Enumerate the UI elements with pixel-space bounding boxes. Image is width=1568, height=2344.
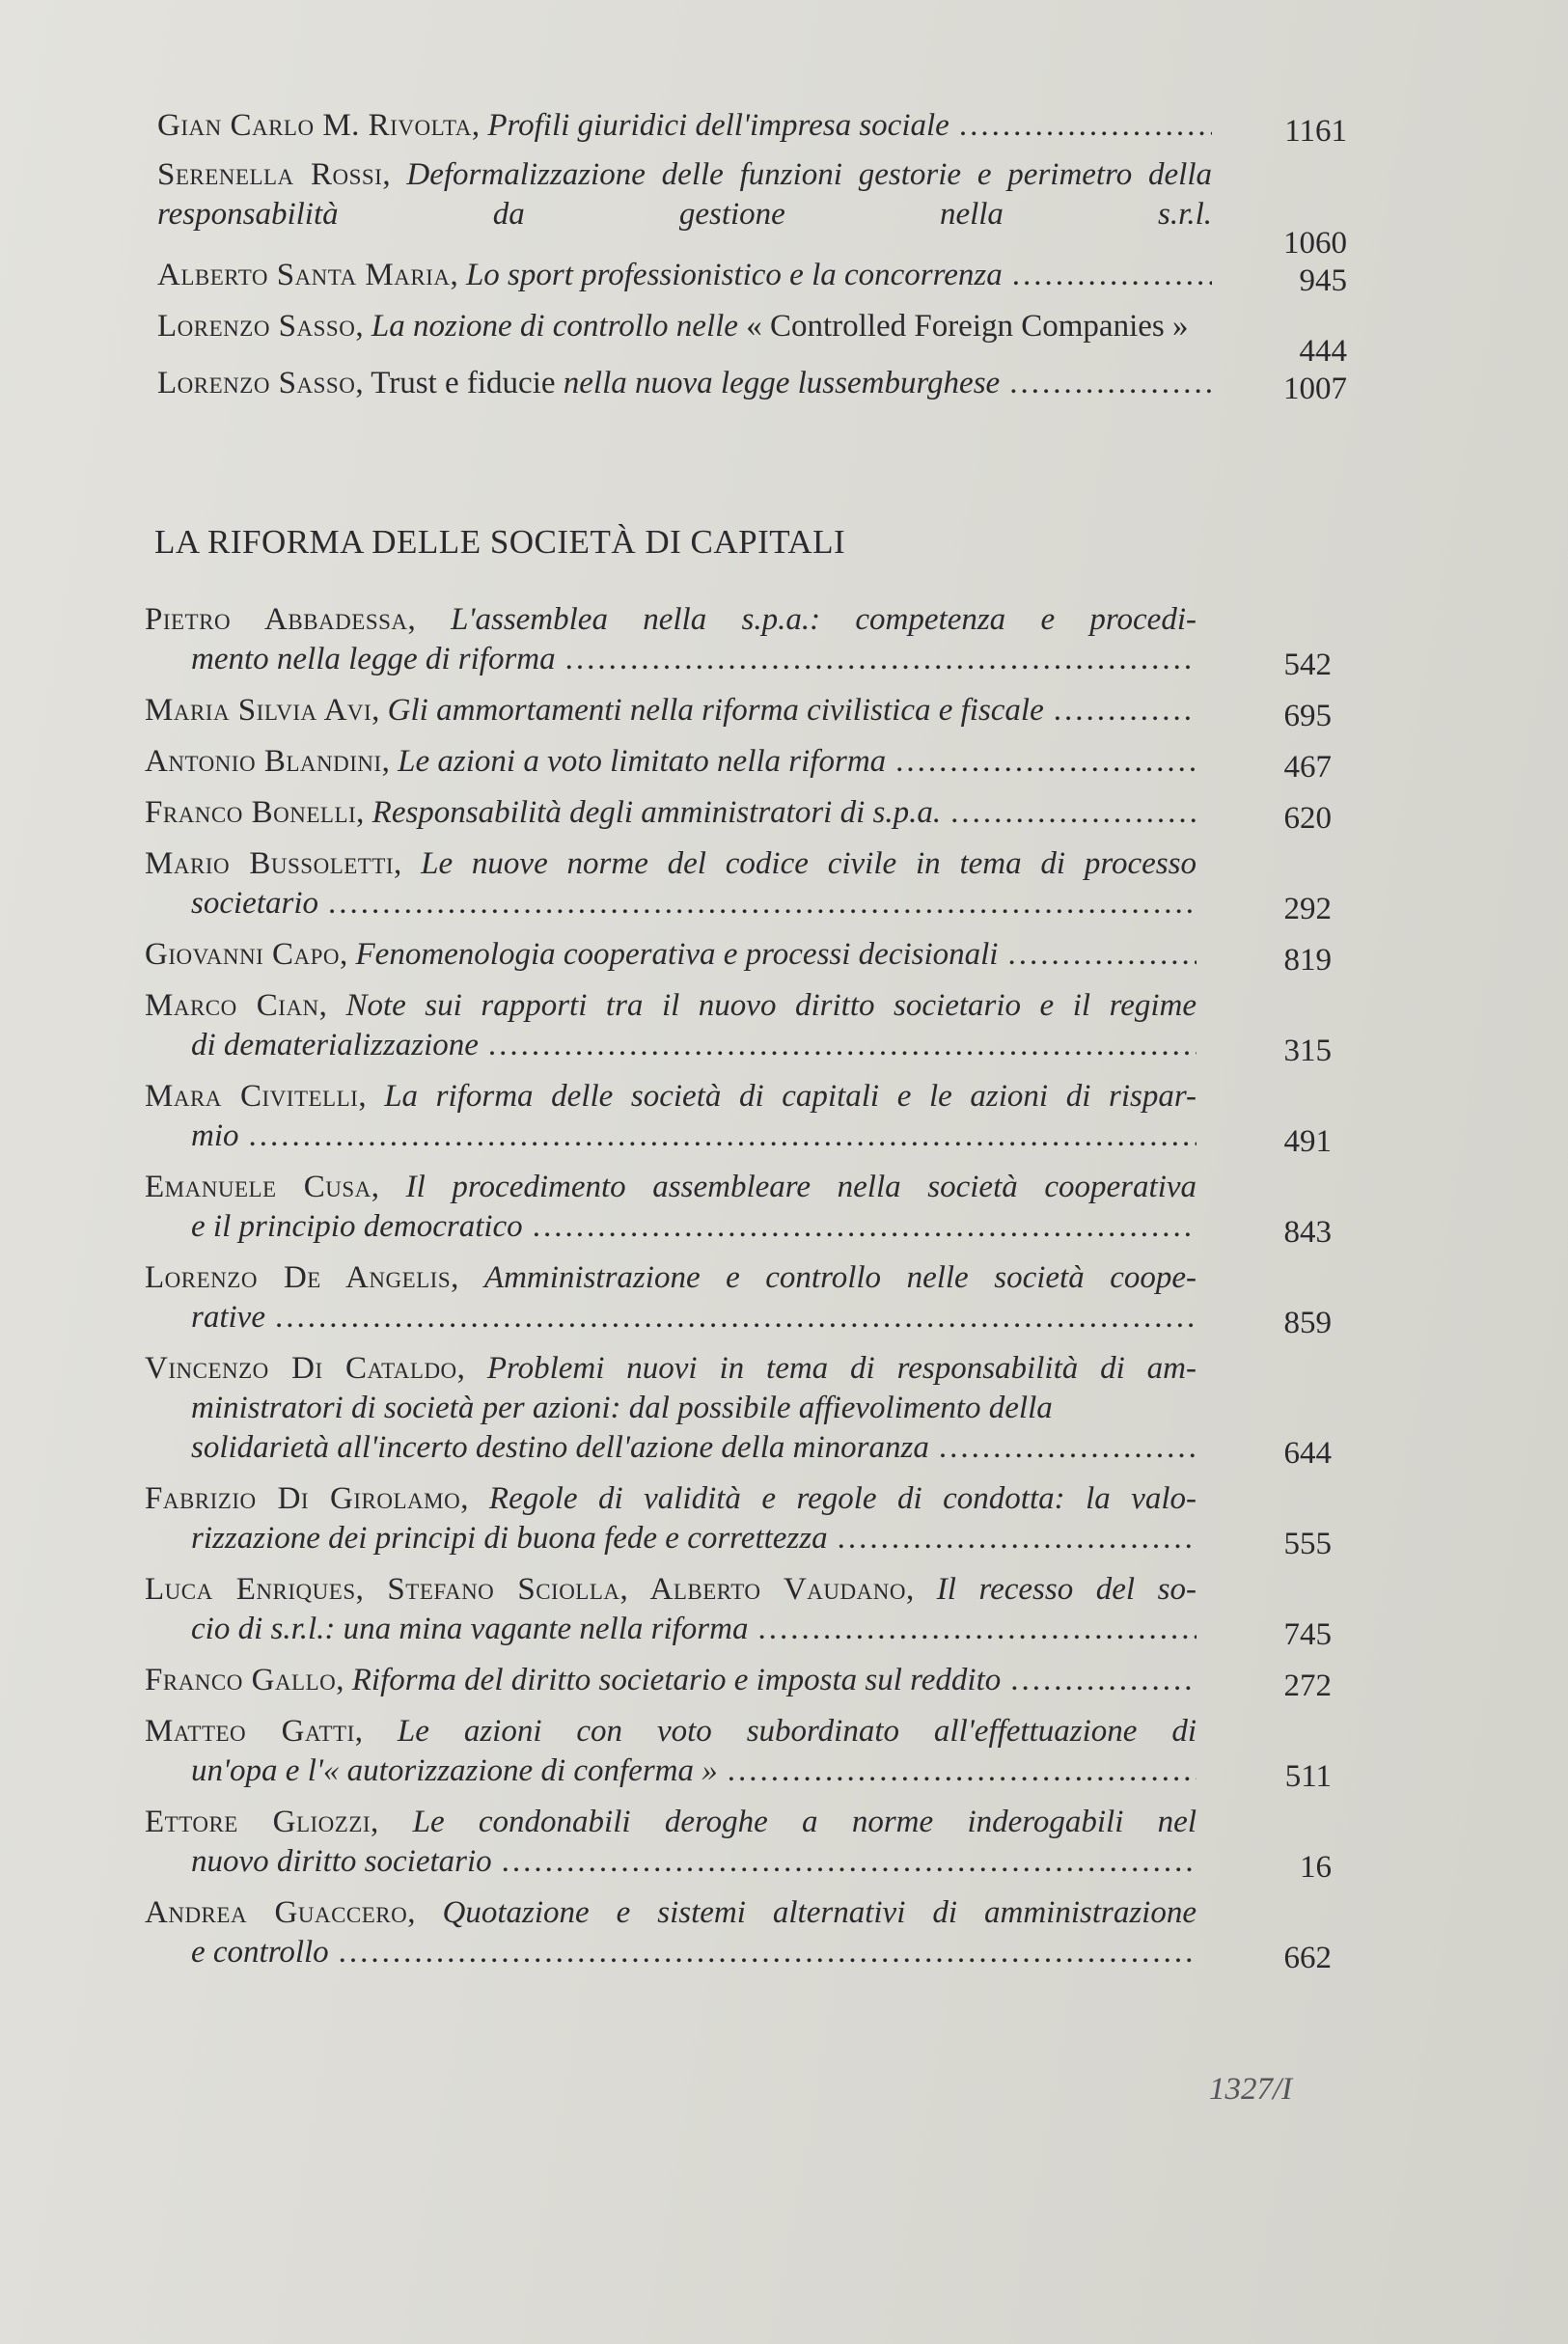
entry-author: Franco Bonelli [145, 795, 357, 830]
entry-author: Vincenzo Di Cataldo [145, 1351, 457, 1386]
entry-author: Lorenzo De Angelis [145, 1260, 452, 1295]
entry-page: 1007 [1283, 372, 1347, 406]
dot-leader [1009, 364, 1212, 403]
entry-title-upright: Trust e fiducie [371, 366, 556, 400]
entry-author: Fabrizio Di Girolamo [145, 1481, 461, 1516]
entry-page: 819 [1283, 943, 1332, 978]
entry-author: Pietro Abbadessa [145, 602, 408, 637]
index-entry: Franco Bonelli, Responsabilità degli amministratori di s.p.a. ..... 620 [145, 793, 1197, 833]
dot-leader [728, 1751, 1197, 1791]
entry-page: 467 [1283, 750, 1332, 785]
index-entry: Marco Cian, Note sui rapporti tra il nuovo diritto societario e il regime di dematerializzazione ..... 315 [145, 986, 1197, 1065]
dot-leader [1054, 691, 1197, 731]
entry-title: L'assemblea nella s.p.a.: competenza e procedi- [451, 602, 1197, 637]
entry-author: Lorenzo Sasso [157, 366, 356, 400]
entry-author: Ettore Gliozzi [145, 1805, 371, 1839]
entry-title: solidarietà all'incerto destino dell'azione della minoranza [191, 1430, 929, 1465]
entry-title: Deformalizzazione delle funzioni gestorie e perimetro della responsabilità da gestione nella s.r.l. [157, 157, 1212, 232]
entry-page: 644 [1283, 1436, 1332, 1471]
index-entry: Antonio Blandini, Le azioni a voto limitato nella riforma ..... 467 [145, 742, 1197, 782]
index-entry: Giovanni Capo, Fenomenologia cooperativa e processi decisionali ..... 819 [145, 935, 1197, 975]
entry-author: Franco Gallo [145, 1663, 337, 1697]
entry-title: e controllo [191, 1935, 329, 1970]
index-entry: Lorenzo Sasso, La nozione di controllo nelle « Controlled Foreign Companies » 444 [157, 307, 1212, 346]
dot-leader [950, 793, 1197, 833]
section-entries [0, 600, 1568, 1984]
entry-title: Riforma del diritto societario e imposta sul reddito [351, 1663, 1002, 1697]
entry-title: rative [191, 1300, 265, 1335]
top-entries [0, 106, 1568, 415]
entry-page: 444 [1299, 334, 1347, 369]
dot-leader [757, 1610, 1197, 1649]
entry-title: Profili giuridici dell'impresa sociale [487, 108, 949, 143]
index-entry: Fabrizio Di Girolamo, Regole di validità e regole di condotta: la valo- rizzazione dei principi di buona fede e correttezza ..... 555 [145, 1479, 1197, 1558]
dot-leader [339, 1933, 1197, 1972]
dot-leader [939, 1428, 1197, 1468]
index-entry: Emanuele Cusa, Il procedimento assembleare nella società cooperativa e il principio democratico ..... 843 [145, 1168, 1197, 1247]
entry-title: rizzazione dei principi di buona fede e correttezza [191, 1521, 828, 1556]
entry-title: cio di s.r.l.: una mina vagante nella riforma [191, 1612, 749, 1646]
index-entry: Gian Carlo M. Rivolta, Profili giuridici dell'impresa sociale ..... 1161 [157, 106, 1212, 146]
index-entry: Alberto Santa Maria, Lo sport professionistico e la concorrenza ..... 945 [157, 256, 1212, 295]
entry-title: Fenomenologia cooperativa e processi decisionali [355, 937, 999, 972]
page-code: 1327/I [1209, 2072, 1293, 2107]
entry-author: Maria Silvia Avi [145, 693, 372, 728]
index-entry: Maria Silvia Avi, Gli ammortamenti nella riforma civilistica e fiscale ..... 695 [145, 691, 1197, 731]
entry-author: Marco Cian [145, 988, 319, 1023]
entry-page: 491 [1283, 1124, 1332, 1159]
index-entry: Luca Enriques, Stefano Sciolla, Alberto Vaudano, Il recesso del so- cio di s.r.l.: una mina vagante nella riforma ..... 745 [145, 1570, 1197, 1649]
entry-page: 1060 [1283, 226, 1347, 261]
entry-page: 620 [1283, 801, 1332, 836]
index-entry: Lorenzo De Angelis, Amministrazione e controllo nelle società coope- rative ..... 859 [145, 1258, 1197, 1337]
entry-page: 662 [1283, 1941, 1332, 1975]
index-entry: Vincenzo Di Cataldo, Problemi nuovi in tema di responsabilità di am- ministratori di società per azioni: dal possibile affievolimento della solidarietà all'incerto destino dell'azione della minoranza ..... 644 [145, 1349, 1197, 1468]
entry-page: 542 [1283, 648, 1332, 682]
index-entry: Lorenzo Sasso, Trust e fiducie nella nuova legge lussemburghese ..... 1007 [157, 364, 1212, 403]
entry-title: Lo sport professionistico e la concorrenza [465, 258, 1003, 292]
entry-title: Responsabilità degli amministratori di s.p.a. [371, 795, 942, 830]
entry-title: La riforma delle società di capitali e le azioni di rispar- [384, 1079, 1197, 1114]
index-entry: Ettore Gliozzi, Le condonabili deroghe a norme inderogabili nel nuovo diritto societario ..... 16 [145, 1803, 1197, 1882]
entry-title: Le nuove norme del codice civile in tema di processo [421, 846, 1197, 881]
entry-author: Alberto Santa Maria [157, 258, 451, 292]
index-entry: Serenella Rossi, Deformalizzazione delle funzioni gestorie e perimetro della responsabilità da gestione nella s.r.l. 1060 [157, 155, 1212, 234]
entry-title: La nozione di controllo nelle [371, 309, 738, 344]
dot-leader [275, 1298, 1197, 1337]
entry-title: di dematerializzazione [191, 1028, 479, 1062]
dot-leader [895, 742, 1197, 782]
dot-leader [1010, 1661, 1197, 1700]
entry-title: ministratori di società per azioni: dal possibile affievolimento della [191, 1391, 1053, 1425]
entry-title: Amministrazione e controllo nelle società coope- [483, 1260, 1197, 1295]
entry-title: societario [191, 886, 318, 921]
entry-page: 695 [1283, 699, 1332, 733]
index-entry: Matteo Gatti, Le azioni con voto subordinato all'effettuazione di un'opa e l'« autorizzazione di conferma » ..... 511 [145, 1712, 1197, 1791]
entry-title: Problemi nuovi in tema di responsabilità di am- [486, 1351, 1197, 1386]
dot-leader [959, 106, 1212, 146]
index-entry: Mara Civitelli, La riforma delle società di capitali e le azioni di rispar- mio ..... 491 [145, 1077, 1197, 1156]
entry-page: 272 [1283, 1668, 1332, 1703]
entry-author: Mario Bussoletti [145, 846, 395, 881]
entry-page: 843 [1283, 1215, 1332, 1250]
entry-page: 1161 [1284, 114, 1347, 149]
entry-page: 745 [1283, 1617, 1332, 1652]
dot-leader [328, 884, 1197, 924]
entry-page: 859 [1283, 1306, 1332, 1340]
entry-title: un'opa e l'« autorizzazione di conferma » [191, 1753, 718, 1788]
entry-title: Il recesso del so- [936, 1572, 1197, 1607]
index-entry: Pietro Abbadessa, L'assemblea nella s.p.a.: competenza e procedi- mento nella legge di riforma ..... 542 [145, 600, 1197, 679]
entry-title: Le azioni con voto subordinato all'effettuazione di [397, 1714, 1197, 1749]
index-entry: Mario Bussoletti, Le nuove norme del codice civile in tema di processo societario ..... 292 [145, 844, 1197, 924]
dot-leader [502, 1842, 1197, 1882]
entry-page: 511 [1284, 1759, 1332, 1794]
entry-author: Andrea Guaccero [145, 1895, 408, 1930]
entry-page: 292 [1283, 892, 1332, 926]
entry-title: Le condonabili deroghe a norme inderogabili nel [412, 1805, 1197, 1839]
dot-leader [249, 1117, 1197, 1156]
section-heading: LA RIFORMA DELLE SOCIETÀ DI CAPITALI [154, 523, 846, 561]
entry-title: mio [191, 1118, 239, 1153]
entry-title-upright: « Controlled Foreign Companies » [746, 309, 1189, 344]
entry-title: Gli ammortamenti nella riforma civilistica e fiscale [387, 693, 1044, 728]
entry-title: e il principio democratico [191, 1209, 523, 1244]
entry-page: 315 [1283, 1034, 1332, 1068]
entry-title: Regole di validità e regole di condotta: la valo- [488, 1481, 1197, 1516]
dot-leader [838, 1519, 1197, 1558]
dot-leader [533, 1207, 1197, 1247]
entry-page: 555 [1283, 1527, 1332, 1561]
dot-leader [1007, 935, 1197, 975]
entry-author: Luca Enriques, Stefano Sciolla, Alberto Vaudano [145, 1572, 906, 1607]
entry-author: Antonio Blandini [145, 744, 382, 779]
index-entry: Andrea Guaccero, Quotazione e sistemi alternativi di amministrazione e controllo ..... 662 [145, 1893, 1197, 1972]
index-entry: Franco Gallo, Riforma del diritto societario e imposta sul reddito ..... 272 [145, 1661, 1197, 1700]
entry-title: Note sui rapporti tra il nuovo diritto societario e il regime [345, 988, 1197, 1023]
entry-author: Serenella Rossi [157, 157, 383, 192]
entry-title: nuovo diritto societario [191, 1844, 492, 1879]
entry-title: Quotazione e sistemi alternativi di amministrazione [442, 1895, 1197, 1930]
dot-leader [1012, 256, 1212, 295]
entry-title: Il procedimento assembleare nella società cooperativa [405, 1170, 1197, 1204]
entry-title: mento nella legge di riforma [191, 642, 556, 676]
entry-title: Le azioni a voto limitato nella riforma [398, 744, 887, 779]
entry-page: 16 [1300, 1850, 1332, 1885]
dot-leader [565, 640, 1197, 679]
entry-author: Giovanni Capo [145, 937, 341, 972]
entry-author: Lorenzo Sasso [157, 309, 356, 344]
entry-page: 945 [1299, 263, 1347, 298]
entry-title: nella nuova legge lussemburghese [563, 366, 1001, 400]
entry-author: Gian Carlo M. Rivolta [157, 108, 472, 143]
entry-author: Matteo Gatti [145, 1714, 355, 1749]
entry-author: Mara Civitelli [145, 1079, 359, 1114]
dot-leader [488, 1026, 1197, 1065]
entry-author: Emanuele Cusa [145, 1170, 371, 1204]
